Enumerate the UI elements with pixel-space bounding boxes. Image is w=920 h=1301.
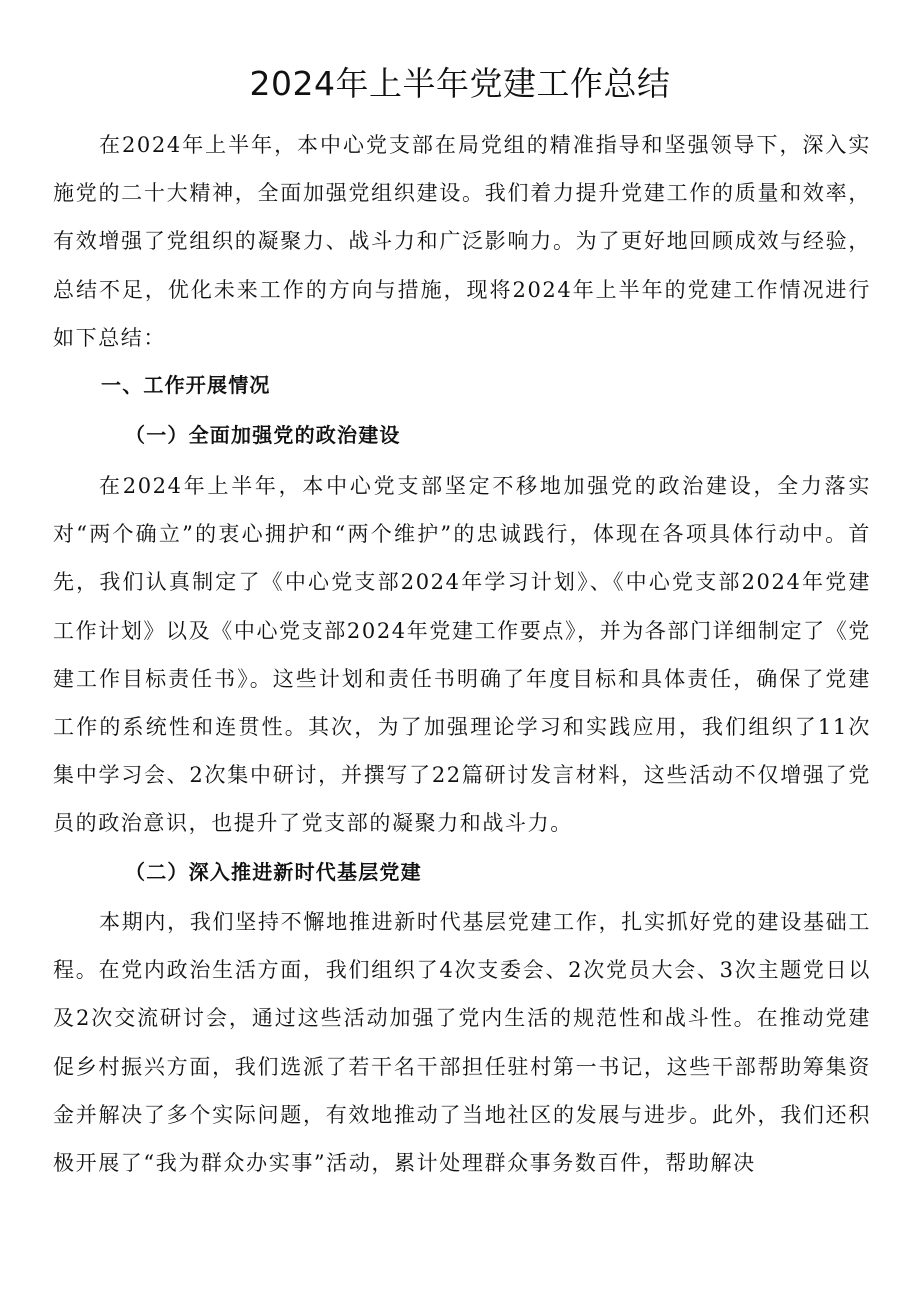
grassroots-building-paragraph: 本期内，我们坚持不懈地推进新时代基层党建工作，扎实抓好党的建设基础工程。在党内政治生活方面，我们组织了4次支委会、2次党员大会、3次主题党日以及2次交流研讨会，通过这些活动加强了党内生活的规范性和战斗性。在推动党建促乡村振兴方面，我们选派了若干名干部担任驻村第一书记，这些干部帮助筹集资金并解决了多个实际问题，有效地推动了当地社区的发展与进步。此外，我们还积极开展了“我为群众办实事”活动，累计处理群众事务数百件，帮助解决: [53, 910, 871, 1176]
political-building-paragraph: 在2024年上半年，本中心党支部坚定不移地加强党的政治建设，全力落实对“两个确立”的衷心拥护和“两个维护”的忠诚践行，体现在各项具体行动中。首先，我们认真制定了《中心党支部2024年学习计划》、《中心党支部2024年党建工作计划》以及《中心党支部2024年党建工作要点》，并为各部门详细制定了《党建工作目标责任书》。这些计划和责任书明确了年度目标和具体责任，确保了党建工作的系统性和连贯性。其次，为了加强理论学习和实践应用，我们组织了11次集中学习会、2次集中研讨，并撰写了22篇研讨发言材料，这些活动不仅增强了党员的政治意识，也提升了党支部的凝聚力和战斗力。: [53, 474, 871, 836]
subsection-heading-political-building: （一）全面加强党的政治建设: [125, 423, 401, 447]
subsection-heading-grassroots-building: （二）深入推进新时代基层党建: [125, 860, 422, 884]
section-heading-work-status: 一、工作开展情况: [101, 373, 271, 397]
document-title: 2024年上半年党建工作总结: [249, 64, 671, 103]
intro-paragraph: 在2024年上半年，本中心党支部在局党组的精准指导和坚强领导下，深入实施党的二十大精神，全面加强党组织建设。我们着力提升党建工作的质量和效率，有效增强了党组织的凝聚力、战斗力和广泛影响力。为了更好地回顾成效与经验，总结不足，优化未来工作的方向与措施，现将2024年上半年的党建工作情况进行如下总结：: [53, 133, 871, 350]
